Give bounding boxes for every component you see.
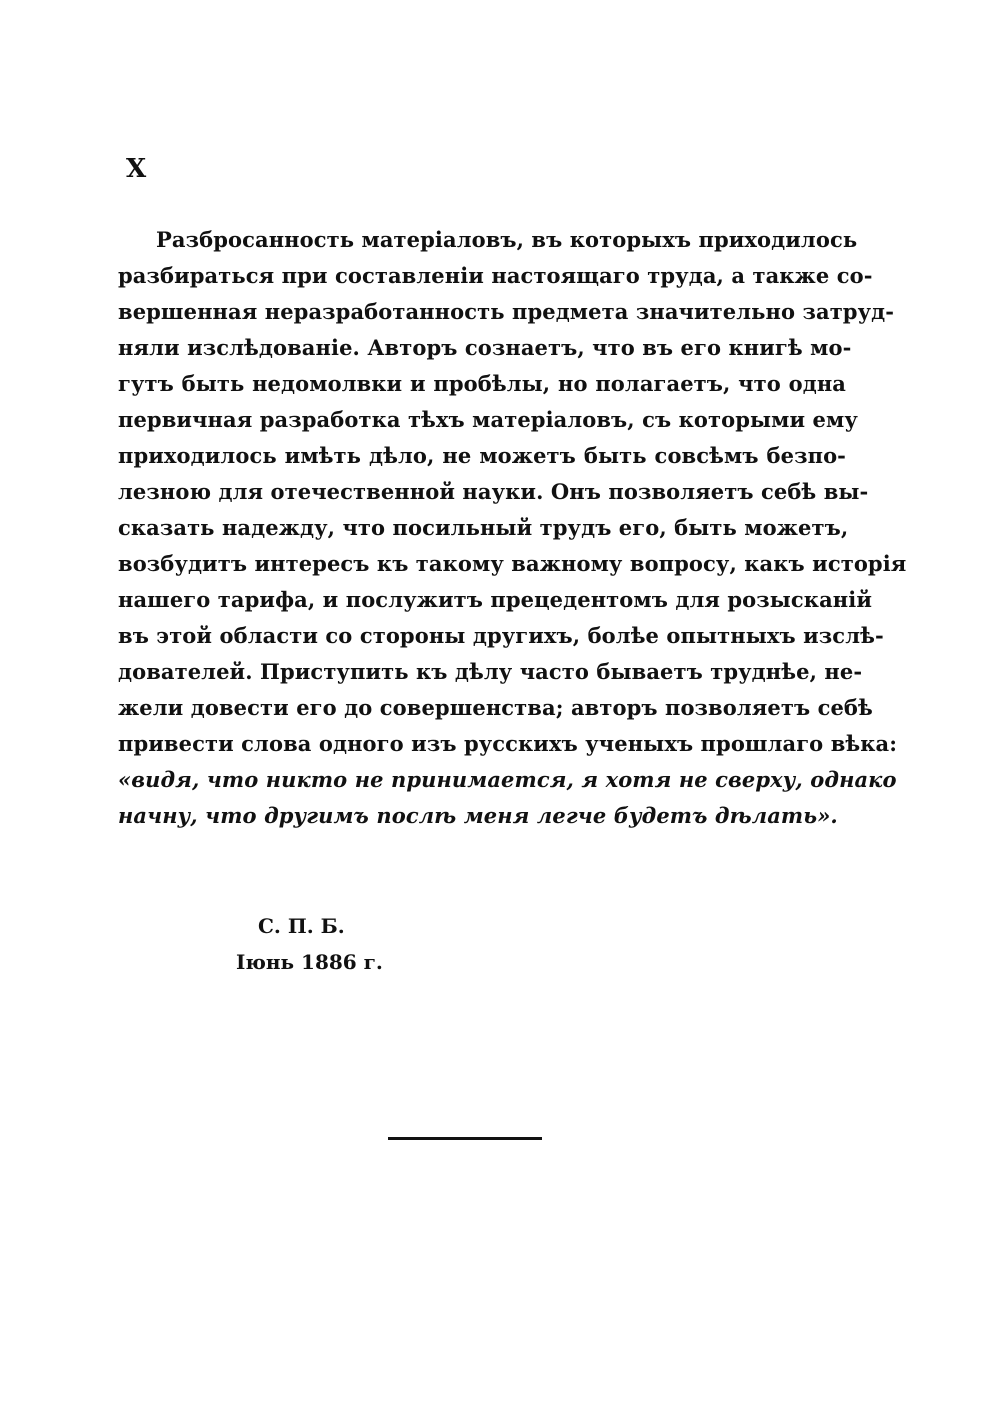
text-line: Разбросанность матеріаловъ, въ которыхъ приходилось (156, 227, 858, 252)
text-line: лезною для отечественной науки. Онъ позволяетъ себѣ вы- (118, 479, 869, 504)
quote-line: начну, что другимъ послѣ меня легче будетъ дѣлать». (118, 803, 838, 828)
preface-text (118, 222, 907, 834)
signature-date: Іюнь 1886 г. (236, 950, 383, 974)
text-line: сказать надежду, что посильный трудъ его, быть можетъ, (118, 515, 849, 540)
signature-city: С. П. Б. (258, 914, 345, 938)
signature-block (236, 908, 436, 980)
closing-rule (388, 1137, 542, 1140)
text-line: разбираться при составленіи настоящаго труда, а также со- (118, 263, 873, 288)
page-number: X (126, 154, 147, 184)
quote-line: «видя, что никто не принимается, я хотя не сверху, однако (118, 767, 897, 792)
text-line: приходилось имѣть дѣло, не можетъ быть совсѣмъ безпо- (118, 443, 846, 468)
text-line: дователей. Приступить къ дѣлу часто бываетъ труднѣе, не- (118, 659, 863, 684)
text-line: привести слова одного изъ русскихъ ученыхъ прошлаго вѣка: (118, 731, 898, 756)
text-line: возбудитъ интересъ къ такому важному вопросу, какъ исторія (118, 551, 907, 576)
text-line: няли изслѣдованіе. Авторъ сознаетъ, что въ его книгѣ мо- (118, 335, 852, 360)
text-line: гутъ быть недомолвки и пробѣлы, но полагаетъ, что одна (118, 371, 846, 396)
text-line: жели довести его до совершенства; авторъ позволяетъ себѣ (118, 695, 873, 720)
text-line: вершенная неразработанность предмета значительно затруд- (118, 299, 895, 324)
text-line: нашего тарифа, и послужитъ прецедентомъ для розысканій (118, 587, 873, 612)
text-line: первичная разработка тѣхъ матеріаловъ, съ которыми ему (118, 407, 858, 432)
text-line: въ этой области со стороны другихъ, болѣе опытныхъ изслѣ- (118, 623, 884, 648)
